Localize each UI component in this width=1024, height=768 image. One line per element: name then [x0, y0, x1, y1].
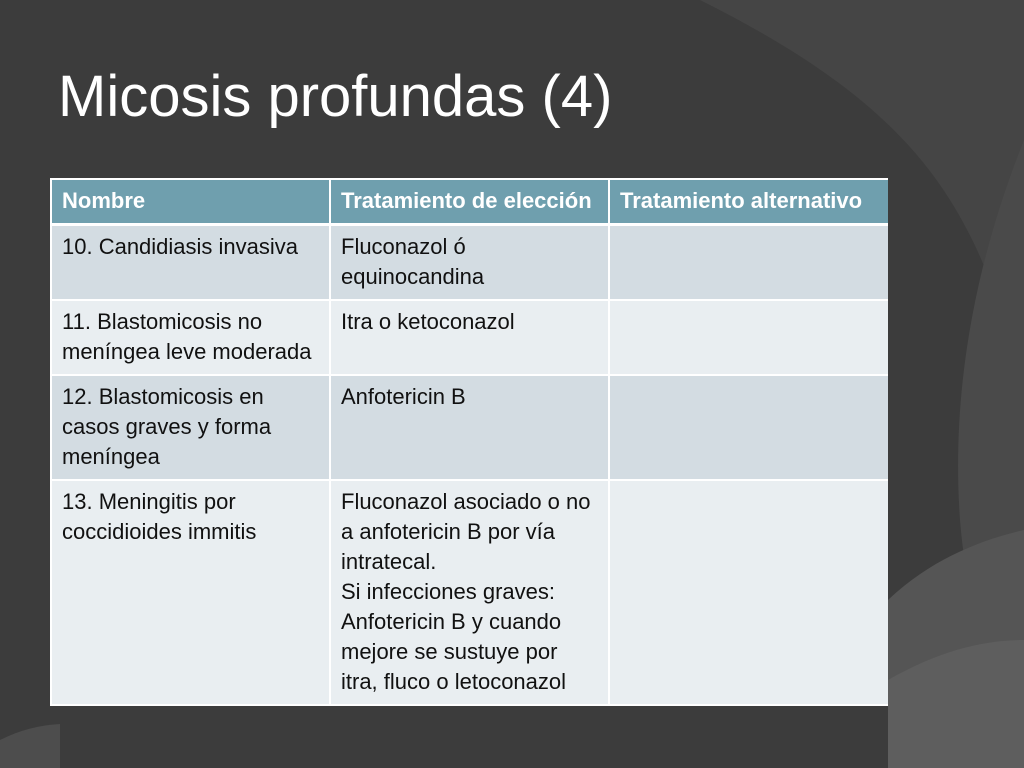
treatment-table-container [50, 178, 888, 768]
cell-eleccion [330, 375, 609, 480]
slide-title: Micosis profundas (4) [58, 64, 613, 129]
table-header-row [51, 179, 888, 225]
treatment-table [50, 178, 888, 706]
cell-nombre: 11. Blastomicosis no meníngea leve moderada [51, 300, 330, 375]
cell-eleccion [330, 300, 609, 375]
cell-eleccion [330, 225, 609, 301]
cell-nombre: 13. Meningitis por coccidioides immitis [51, 480, 330, 705]
table-row [51, 375, 888, 480]
cell-eleccion-line: Fluconazol asociado o no a anfotericin B por vía intratecal. [341, 489, 591, 574]
table-row [51, 300, 888, 375]
cell-alternativo [609, 480, 888, 705]
cell-alternativo [609, 225, 888, 301]
cell-eleccion [330, 480, 609, 705]
cell-alternativo [609, 300, 888, 375]
column-header-tratamiento-alternativo: Tratamiento alternativo [609, 179, 888, 225]
cell-eleccion-line: Anfotericin B [341, 384, 466, 409]
cell-alternativo [609, 375, 888, 480]
column-header-tratamiento-eleccion: Tratamiento de elección [330, 179, 609, 225]
table-row [51, 225, 888, 301]
table-row [51, 480, 888, 705]
cell-eleccion-line: Itra o ketoconazol [341, 309, 515, 334]
column-header-nombre: Nombre [51, 179, 330, 225]
cell-eleccion-line: Fluconazol ó equinocandina [341, 234, 485, 289]
cell-nombre: 12. Blastomicosis en casos graves y forma meníngea [51, 375, 330, 480]
cell-eleccion-line: Si infecciones graves: Anfotericin B y cuando mejore se sustuye por itra, fluco o letoconazol [341, 579, 567, 694]
cell-nombre: 10. Candidiasis invasiva [51, 225, 330, 301]
